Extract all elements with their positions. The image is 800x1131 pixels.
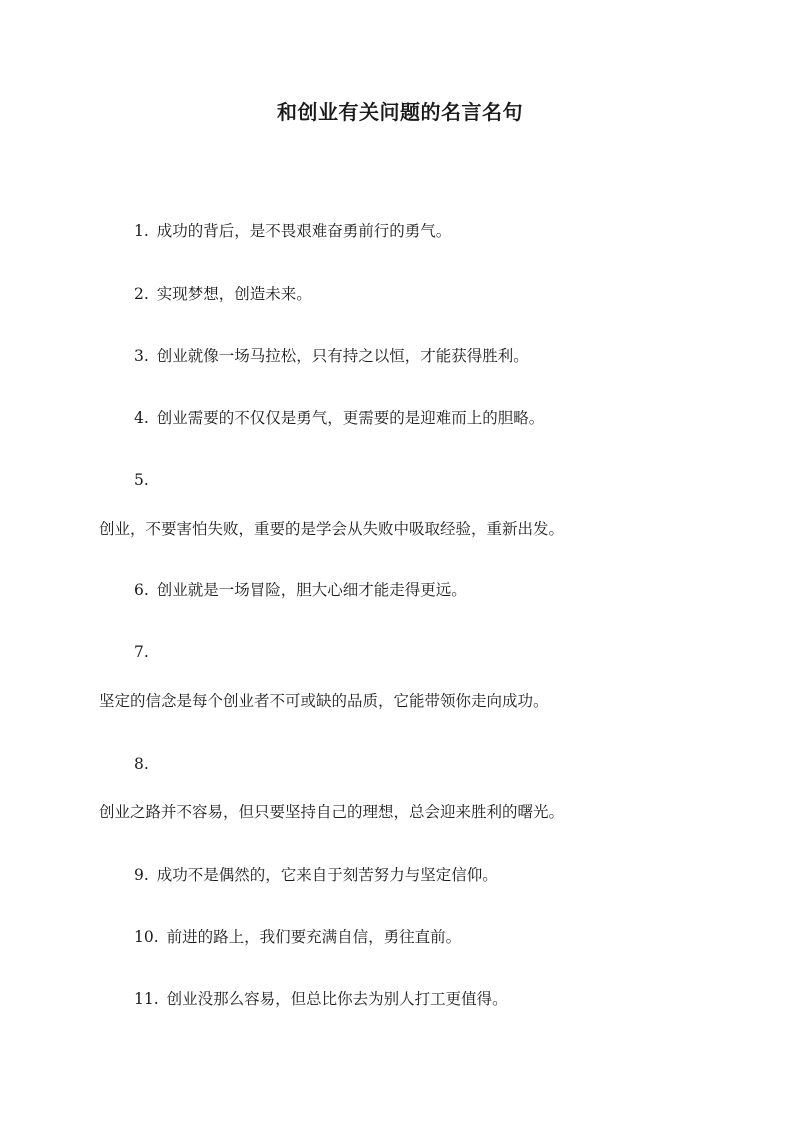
quote-text: 成功的背后，是不畏艰难奋勇前行的勇气。 — [156, 222, 452, 240]
quote-number: 3. — [134, 347, 149, 365]
quote-number: 11. — [134, 990, 159, 1008]
quote-item-4 — [134, 406, 544, 430]
quote-text: 实现梦想，创造未来。 — [156, 285, 312, 303]
quote-text-8: 创业之路并不容易，但只要坚持自己的理想，总会迎来胜利的曙光。 — [99, 803, 565, 821]
quote-text: 创业就是一场冒险，胆大心细才能走得更远。 — [156, 581, 467, 599]
quote-text: 成功不是偶然的，它来自于刻苦努力与坚定信仰。 — [156, 866, 498, 884]
quote-item-3 — [134, 344, 529, 368]
document-title: 和创业有关问题的名言名句 — [277, 100, 523, 124]
quote-number: 9. — [134, 866, 149, 884]
quote-text: 创业需要的不仅仅是勇气，更需要的是迎难而上的胆略。 — [156, 409, 545, 427]
quote-number-7: 7. — [134, 643, 149, 661]
quote-number: 4. — [134, 409, 149, 427]
quote-number: 1. — [134, 222, 149, 240]
quote-text: 创业就像一场马拉松，只有持之以恒，才能获得胜利。 — [156, 347, 529, 365]
quote-text-7: 坚定的信念是每个创业者不可或缺的品质，它能带领你走向成功。 — [99, 692, 549, 710]
quote-text: 前进的路上，我们要充满自信，勇往直前。 — [166, 928, 462, 946]
quote-number: 10. — [134, 928, 159, 946]
quote-item-10 — [134, 925, 461, 949]
quote-item-1 — [134, 219, 451, 243]
quote-number-5: 5. — [134, 471, 149, 489]
quote-item-2 — [134, 282, 312, 306]
quote-text-5: 创业，不要害怕失败，重要的是学会从失败中吸取经验，重新出发。 — [99, 520, 565, 538]
quote-number-8: 8. — [134, 755, 149, 773]
quote-number: 6. — [134, 581, 149, 599]
quote-item-11 — [134, 987, 508, 1011]
quote-item-6 — [134, 578, 467, 602]
quote-number: 2. — [134, 285, 149, 303]
quote-text: 创业没那么容易，但总比你去为别人打工更值得。 — [166, 990, 508, 1008]
quote-item-9 — [134, 863, 498, 887]
